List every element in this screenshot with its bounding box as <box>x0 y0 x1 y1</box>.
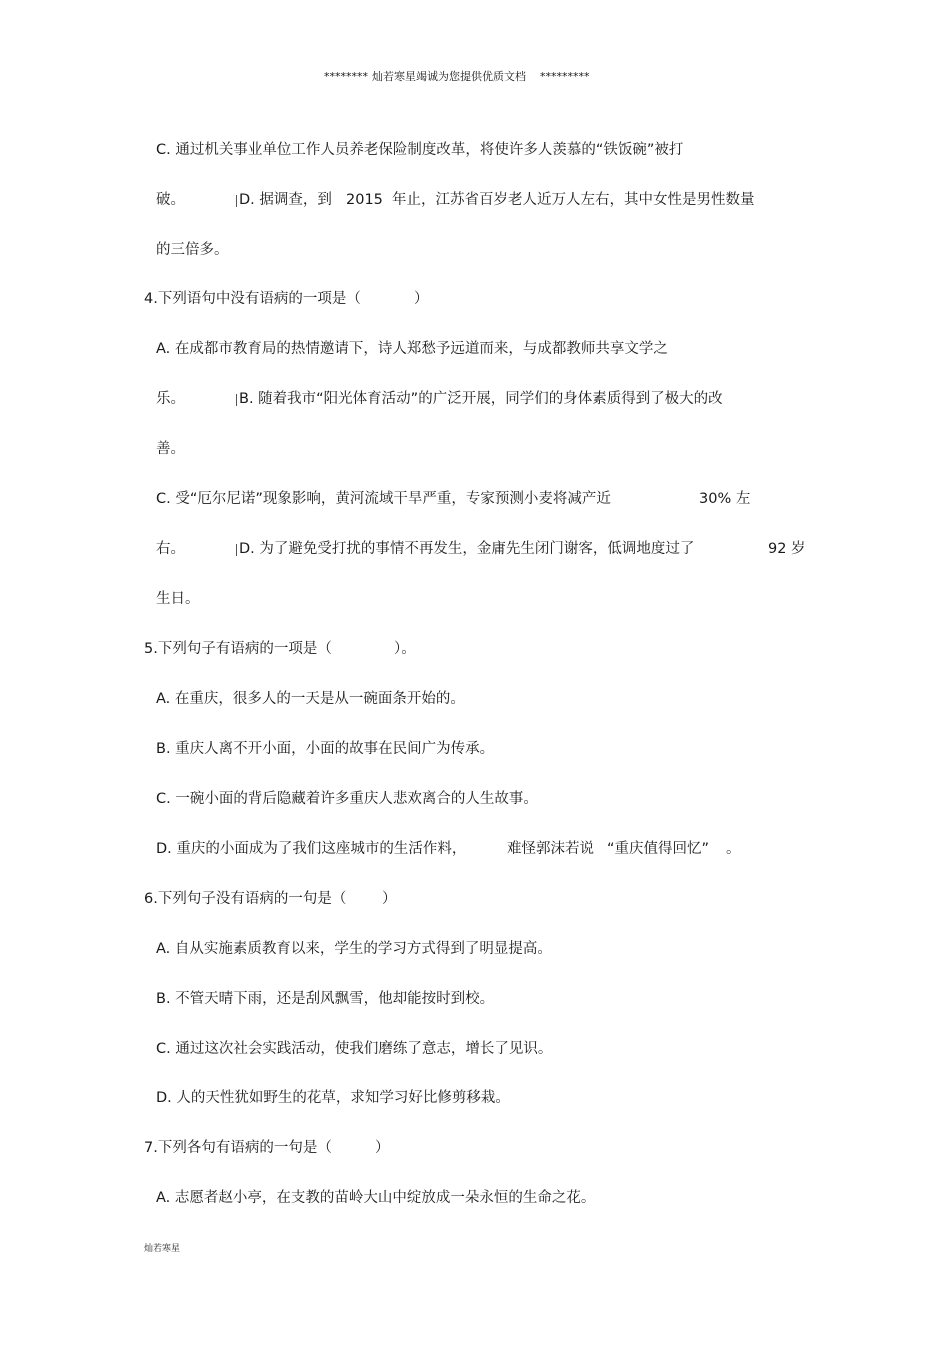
q5-stem: 5.下列句子有语病的一项是（ <box>144 641 332 657</box>
q4-option-d: D. 为了避免受打扰的事情不再发生，金庸先生闭门谢客，低调地度过了 <box>239 541 695 557</box>
q3-option-d-part1: D. 据调查，到 <box>239 192 332 208</box>
q4-option-c: C. 受“厄尔尼诺”现象影响，黄河流域干旱严重，专家预测小麦将减产近 <box>156 491 611 507</box>
q4-option-a-continued: 乐。 <box>156 391 185 407</box>
q5-option-b: B. 重庆人离不开小面，小面的故事在民间广为传承。 <box>156 741 495 757</box>
q5-option-d-part2: 难怪郭沫若说 <box>507 841 594 857</box>
q6-option-c: C. 通过这次社会实践活动，使我们磨练了意志，增长了见识。 <box>156 1041 553 1057</box>
q4-stem: 4.下列语句中没有语病的一项是（ <box>144 291 361 307</box>
q3-option-c: C. 通过机关事业单位工作人员养老保险制度改革，将使许多人羡慕的“铁饭碗”被打 <box>156 142 684 158</box>
q4-option-b-continued: 善。 <box>156 441 185 457</box>
q3-option-d-part2: 年止，江苏省百岁老人近万人左右，其中女性是男性数量 <box>392 192 755 208</box>
header-title: 灿若寒星竭诚为您提供优质文档 <box>372 70 526 83</box>
q6-option-d: D. 人的天性犹如野生的花草，求知学习好比修剪移栽。 <box>156 1090 510 1106</box>
column-separator <box>236 544 237 556</box>
q6-option-a: A. 自从实施素质教育以来，学生的学习方式得到了明显提高。 <box>156 941 552 957</box>
q3-option-d-year: 2015 <box>346 192 383 208</box>
q4-stem-close: ） <box>414 291 429 307</box>
q6-option-b: B. 不管天晴下雨，还是刮风飘雪，他却能按时到校。 <box>156 991 495 1007</box>
q5-option-d-end: 。 <box>726 841 741 857</box>
column-separator <box>236 394 237 406</box>
q5-option-d-part1: D. 重庆的小面成为了我们这座城市的生活作料， <box>156 841 467 857</box>
q5-option-d-quote: “重庆值得回忆” <box>607 841 710 857</box>
q5-option-a: A. 在重庆，很多人的一天是从一碗面条开始的。 <box>156 691 465 707</box>
q7-stem-close: ） <box>375 1140 390 1156</box>
q4-option-b: B. 随着我市“阳光体育活动”的广泛开展，同学们的身体素质得到了极大的改 <box>239 391 723 407</box>
q4-option-c-continued: 右。 <box>156 541 185 557</box>
q3-option-c-continued: 破。 <box>156 192 185 208</box>
q3-option-d-continued: 的三倍多。 <box>156 242 229 258</box>
q4-option-d-number: 92 岁 <box>768 541 806 557</box>
q5-option-c: C. 一碗小面的背后隐藏着许多重庆人悲欢离合的人生故事。 <box>156 791 538 807</box>
q6-stem: 6.下列句子没有语病的一句是（ <box>144 891 347 907</box>
header-stars-right: ********* <box>540 70 590 83</box>
q5-stem-close: ）。 <box>394 641 416 657</box>
footer-text: 灿若寒星 <box>144 1244 181 1254</box>
q7-option-a: A. 志愿者赵小亭，在支教的苗岭大山中绽放成一朵永恒的生命之花。 <box>156 1190 596 1206</box>
q4-option-d-continued: 生日。 <box>156 591 200 607</box>
q6-stem-close: ） <box>382 891 397 907</box>
q7-stem: 7.下列各句有语病的一句是（ <box>144 1140 332 1156</box>
header-stars-left: ******** <box>324 70 368 83</box>
column-separator <box>236 195 237 207</box>
q4-option-a: A. 在成都市教育局的热情邀请下，诗人郑愁予远道而来，与成都教师共享文学之 <box>156 341 668 357</box>
q4-option-c-number: 30% 左 <box>699 491 751 507</box>
